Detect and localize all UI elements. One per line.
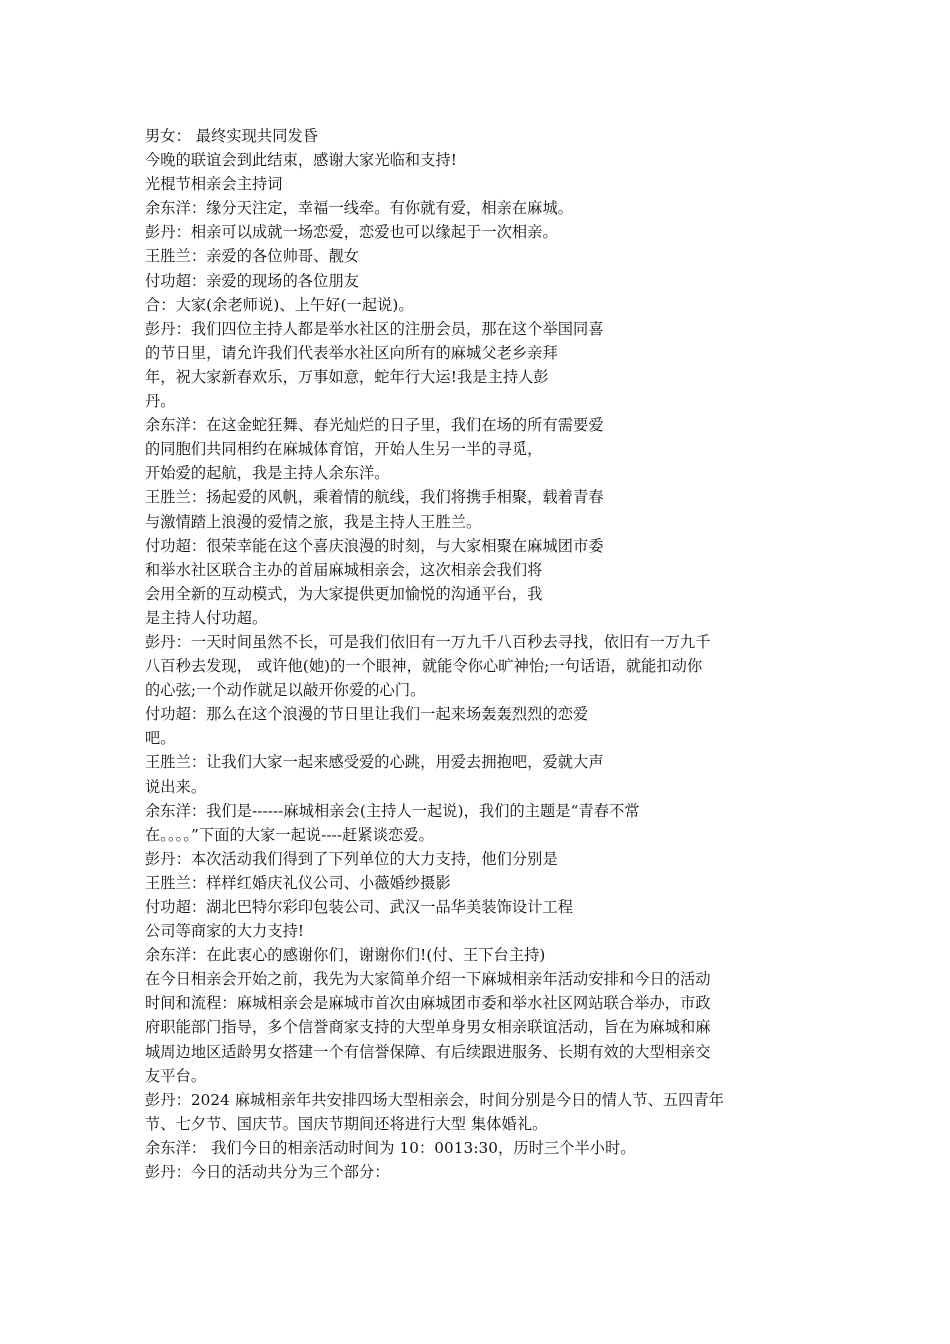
text-line: 彭丹：我们四位主持人都是举水社区的注册会员，那在这个举国同喜 [145, 319, 604, 338]
text-line: 付功超：很荣幸能在这个喜庆浪漫的时刻，与大家相聚在麻城团市委 [145, 536, 604, 555]
text-line: 王胜兰：亲爱的各位帅哥、靓女 [145, 247, 360, 266]
text-line: 余东洋：我们是------麻城相亲会(主持人一起说)，我们的主题是“青春不常 [145, 801, 640, 820]
text-line: 付功超：亲爱的现场的各位朋友 [145, 271, 360, 290]
text-line: 付功超：湖北巴特尔彩印包装公司、武汉一品华美装饰设计工程 [145, 898, 574, 916]
text-line: 余东洋： 我们今日的相亲活动时间为 10：0013:30，历时三个半小时。 [145, 1138, 636, 1157]
document-body [145, 124, 825, 1184]
text-line: 彭丹：本次活动我们得到了下列单位的大力支持，他们分别是 [145, 849, 558, 868]
text-line: 与激情踏上浪漫的爱情之旅，我是主持人王胜兰。 [145, 512, 482, 531]
text-line: 节、七夕节、国庆节。国庆节期间还将进行大型 集体婚礼。 [145, 1114, 548, 1133]
text-line: 彭丹：一天时间虽然不长，可是我们依旧有一万九千八百秒去寻找，依旧有一万九千 [145, 632, 711, 651]
text-line: 八百秒去发现， 或许他(她)的一个眼神，就能令你心旷神怡;一句话语，就能扣动你 [145, 657, 703, 676]
text-line: 彭丹：2024 麻城相亲年共安排四场大型相亲会，时间分别是今日的情人节、五四青年 [145, 1090, 725, 1109]
text-line: 府职能部门指导，多个信誉商家支持的大型单身男女相亲联谊活动，旨在为麻城和麻 [145, 1018, 711, 1037]
text-line: 余东洋：在这金蛇狂舞、春光灿烂的日子里，我们在场的所有需要爱 [145, 416, 604, 435]
text-line: 是主持人付功超。 [145, 608, 268, 627]
text-line: 说出来。 [145, 777, 207, 796]
text-line: 吧。 [145, 729, 176, 748]
text-line: 和举水社区联合主办的首届麻城相亲会，这次相亲会我们将 [145, 560, 543, 579]
text-line: 年，祝大家新春欢乐，万事如意，蛇年行大运!我是主持人彭 [145, 367, 549, 386]
text-line: 王胜兰：让我们大家一起来感受爱的心跳，用爱去拥抱吧，爱就大声 [145, 753, 604, 772]
text-line: 的同胞们共同相约在麻城体育馆，开始人生另一半的寻觅， [145, 440, 543, 459]
text-line: 合：大家(余老师说)、上午好(一起说)。 [145, 295, 414, 314]
text-line: 王胜兰：扬起爱的风帆，乘着情的航线，我们将携手相聚，载着青春 [145, 488, 604, 507]
text-line: 彭丹：今日的活动共分为三个部分： [145, 1163, 390, 1182]
text-line: 余东洋：缘分天注定，幸福一线牵。有你就有爱，相亲在麻城。 [145, 199, 574, 218]
text-line: 在。。。。”下面的大家一起说----赶紧谈恋爱。 [145, 825, 434, 844]
text-line: 公司等商家的大力支持! [145, 922, 305, 941]
text-line: 丹。 [145, 392, 176, 411]
text-line: 城周边地区适龄男女搭建一个有信誉保障、有后续跟进服务、长期有效的大型相亲交 [145, 1042, 711, 1061]
text-line: 时间和流程：麻城相亲会是麻城市首次由麻城团市委和举水社区网站联合举办，市政 [145, 994, 711, 1013]
text-line: 开始爱的起航，我是主持人余东洋。 [145, 464, 390, 483]
text-line: 光棍节相亲会主持词 [145, 175, 283, 194]
text-line: 在今日相亲会开始之前，我先为大家简单介绍一下麻城相亲年活动安排和今日的活动 [145, 970, 711, 989]
text-line: 余东洋：在此衷心的感谢你们，谢谢你们!(付、王下台主持) [145, 946, 546, 965]
text-line: 友平台。 [145, 1066, 207, 1085]
text-line: 付功超：那么在这个浪漫的节日里让我们一起来场轰轰烈烈的恋爱 [145, 705, 589, 724]
text-line: 会用全新的互动模式，为大家提供更加愉悦的沟通平台，我 [145, 584, 543, 603]
text-line: 的节日里，请允许我们代表举水社区向所有的麻城父老乡亲拜 [145, 343, 558, 362]
text-line: 王胜兰：样样红婚庆礼仪公司、小薇婚纱摄影 [145, 873, 451, 892]
text-line: 彭丹：相亲可以成就一场恋爱，恋爱也可以缘起于一次相亲。 [145, 223, 558, 242]
text-line: 今晚的联谊会到此结束，感谢大家光临和支持! [145, 151, 457, 170]
text-line: 男女： 最终实现共同发昏 [145, 127, 319, 145]
text-line: 的心弦;一个动作就足以敲开你爱的心门。 [145, 681, 426, 700]
